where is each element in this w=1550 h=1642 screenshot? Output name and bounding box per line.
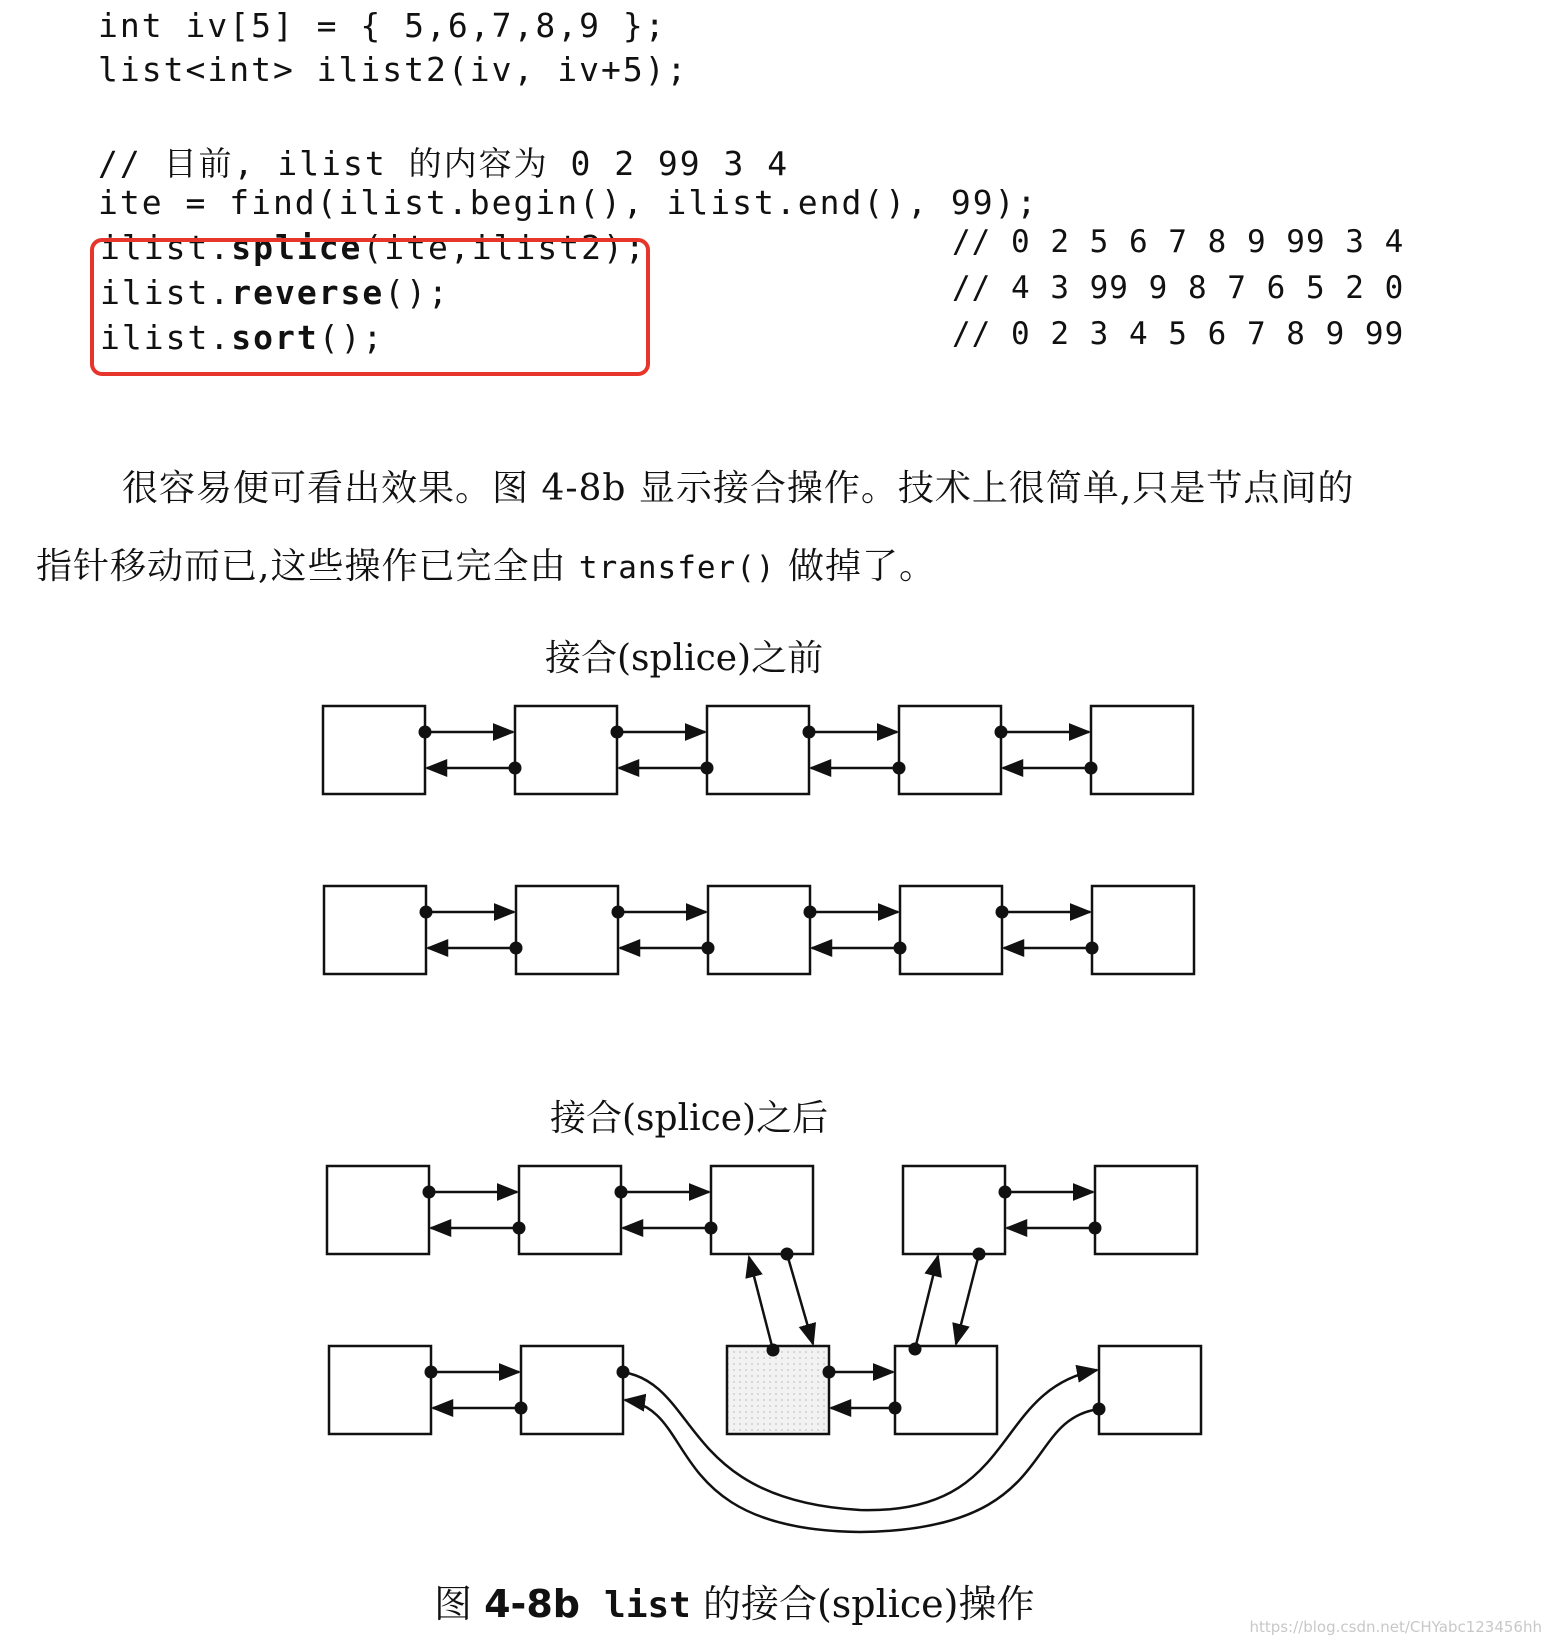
after-top-node-4 xyxy=(903,1166,1005,1254)
result-splice-comment: // 0 2 5 6 7 8 9 99 3 4 xyxy=(952,224,1405,260)
splice-prefix: ilist. xyxy=(100,228,232,267)
splice-right-prev-arrow xyxy=(956,1254,979,1344)
after-bottom-link-1-next-dot xyxy=(425,1366,438,1379)
before-list-2-link-4-prev-dot xyxy=(1086,942,1099,955)
before-list-1-link-2-next-dot xyxy=(611,726,624,739)
after-top-link-2-next-dot xyxy=(615,1186,628,1199)
code-line-list-init: list<int> ilist2(iv, iv+5); xyxy=(98,50,689,89)
after-top-link-2-prev-dot xyxy=(705,1222,718,1235)
before-list-2-node-5 xyxy=(1092,886,1194,974)
before-list-2-link-2-next-dot xyxy=(612,906,625,919)
caption-number: 4-8b xyxy=(484,1582,580,1626)
loop-prev-curve xyxy=(625,1400,1099,1532)
after-top-link-4-next-dot xyxy=(999,1186,1012,1199)
after-bottom-node-2 xyxy=(521,1346,623,1434)
caption-prefix: 图 xyxy=(434,1582,473,1626)
before-list-2-link-1-next-dot xyxy=(420,906,433,919)
code-line-find: ite = find(ilist.begin(), ilist.end(), 99); xyxy=(98,183,1039,222)
paragraph-line-1: 很容易便可看出效果。图 4-8b 显示接合操作。技术上很简单,只是节点间的 xyxy=(122,468,1355,509)
before-list-2-link-2-prev-dot xyxy=(702,942,715,955)
caption-text: 的接合(splice)操作 xyxy=(702,1582,1035,1626)
sort-args: (); xyxy=(318,318,385,357)
sort-method: sort xyxy=(231,318,319,357)
sort-prefix: ilist. xyxy=(100,318,232,357)
paragraph-text-b: 做掉了。 xyxy=(788,546,937,587)
before-list-1-link-4-prev-dot xyxy=(1085,762,1098,775)
splice-args: (ite,ilist2); xyxy=(362,228,647,267)
splice-left-next-arrow xyxy=(787,1254,813,1344)
comment-var: ilist xyxy=(277,144,387,183)
after-top-node-1 xyxy=(327,1166,429,1254)
before-list-2-link-3-prev-dot xyxy=(894,942,907,955)
paragraph-text-a: 指针移动而已,这些操作已完全由 xyxy=(36,546,567,587)
before-list-1-node-1 xyxy=(323,706,425,794)
before-list-1-link-3-next-dot xyxy=(803,726,816,739)
before-list-2-node-3 xyxy=(708,886,810,974)
after-top-node-5 xyxy=(1095,1166,1197,1254)
after-top-link-1-prev-dot xyxy=(513,1222,526,1235)
after-bottom-link-3-prev-dot xyxy=(889,1402,902,1415)
before-list-2-node-1 xyxy=(324,886,426,974)
splice-right-next-arrow xyxy=(915,1256,938,1349)
after-top-node-3 xyxy=(711,1166,813,1254)
before-list-1-node-3 xyxy=(707,706,809,794)
after-bottom-node-3 xyxy=(727,1346,829,1434)
after-top-link-4-prev-dot xyxy=(1089,1222,1102,1235)
caption-code: list xyxy=(604,1585,691,1626)
diagram-title-before: 接合(splice)之前 xyxy=(545,638,824,679)
reverse-method: reverse xyxy=(231,273,385,312)
loop-next-curve xyxy=(623,1370,1097,1510)
before-list-1-link-1-prev-dot xyxy=(509,762,522,775)
before-list-1-node-4 xyxy=(899,706,1001,794)
after-top-node-2 xyxy=(519,1166,621,1254)
result-sort-comment: // 0 2 3 4 5 6 7 8 9 99 xyxy=(952,316,1405,352)
before-list-2-node-2 xyxy=(516,886,618,974)
after-bottom-node-5 xyxy=(1099,1346,1201,1434)
result-reverse-comment: // 4 3 99 9 8 7 6 5 2 0 xyxy=(952,270,1405,306)
after-top-link-1-next-dot xyxy=(423,1186,436,1199)
comment-mid: 的内容为 xyxy=(408,144,549,183)
figure-caption xyxy=(434,1573,1035,1628)
after-bottom-link-1-prev-dot xyxy=(515,1402,528,1415)
splice-method: splice xyxy=(231,228,363,267)
comment-prefix: // 目前, xyxy=(98,144,256,183)
reverse-prefix: ilist. xyxy=(100,273,232,312)
before-list-1-link-3-prev-dot xyxy=(893,762,906,775)
before-list-2-node-4 xyxy=(900,886,1002,974)
code-line-array: int iv[5] = { 5,6,7,8,9 }; xyxy=(98,6,667,45)
after-bottom-link-3-next-dot xyxy=(823,1366,836,1379)
after-bottom-node-1 xyxy=(329,1346,431,1434)
before-list-1-link-2-prev-dot xyxy=(701,762,714,775)
before-list-2-link-4-next-dot xyxy=(996,906,1009,919)
before-list-1-node-5 xyxy=(1091,706,1193,794)
before-list-1-link-1-next-dot xyxy=(419,726,432,739)
splice-left-prev-arrow xyxy=(749,1257,773,1350)
before-list-2-link-3-next-dot xyxy=(804,906,817,919)
paragraph-code-transfer: transfer() xyxy=(578,550,776,586)
diagram-title-after: 接合(splice)之后 xyxy=(550,1098,829,1139)
before-list-2-link-1-prev-dot xyxy=(510,942,523,955)
reverse-args: (); xyxy=(384,273,450,312)
before-list-1-node-2 xyxy=(515,706,617,794)
before-list-1-link-4-next-dot xyxy=(995,726,1008,739)
after-bottom-node-4 xyxy=(895,1346,997,1434)
comment-values: 0 2 99 3 4 xyxy=(570,144,790,183)
watermark: https://blog.csdn.net/CHYabc123456hh xyxy=(1249,1618,1542,1636)
